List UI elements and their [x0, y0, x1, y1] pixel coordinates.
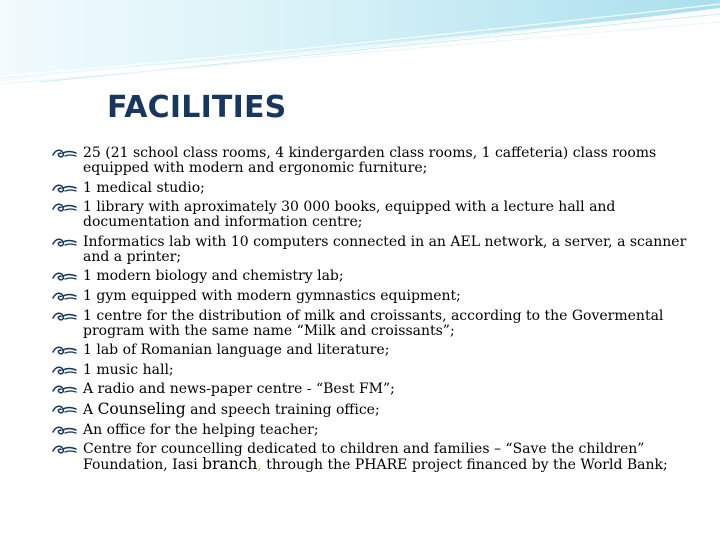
flourish-icon — [52, 365, 78, 377]
list-item-text: 1 centre for the distribution of milk and croissants, according to the Govermental program with the same name “Milk and croissants”; — [83, 307, 664, 339]
page-title: FACILITIES — [107, 90, 287, 125]
list-item — [52, 269, 712, 284]
flourish-icon — [52, 291, 78, 303]
list-item-text: Informatics lab with 10 computers connected in an AEL network, a server, a scanner and a printer; — [83, 233, 687, 265]
flourish-icon — [52, 444, 78, 456]
list-item — [52, 146, 712, 176]
highlighted-comma: , — [257, 457, 262, 474]
list-item — [52, 235, 712, 265]
list-item-text: An office for the helping teacher; — [83, 421, 319, 438]
flourish-icon — [52, 311, 78, 323]
flourish-icon — [52, 202, 78, 214]
flourish-icon — [52, 183, 78, 195]
list-item-text: 1 medical studio; — [83, 179, 205, 196]
list-item-text: 1 gym equipped with modern gymnastics equipment; — [83, 287, 461, 304]
flourish-icon — [52, 345, 78, 357]
flourish-icon — [52, 271, 78, 283]
list-item — [52, 200, 712, 230]
list-item — [52, 423, 712, 438]
emphasized-word: Counseling — [97, 399, 186, 418]
header-wave-decoration — [0, 0, 720, 90]
list-item — [52, 382, 712, 397]
list-item — [52, 289, 712, 304]
list-item-text: A radio and news-paper centre - “Best FM”; — [83, 381, 395, 398]
list-item-text: 1 modern biology and chemistry lab; — [83, 268, 344, 285]
list-item-text: and speech training office; — [185, 401, 380, 418]
list-item-text: through the PHARE project financed by the World Bank; — [261, 457, 668, 474]
list-item-text: 25 (21 school class rooms, 4 kindergarden class rooms, 1 caffeteria) class rooms equipped with modern and ergonomic furniture; — [83, 145, 657, 176]
flourish-icon — [52, 384, 78, 396]
list-item — [52, 363, 712, 378]
list-item — [52, 399, 712, 418]
list-item — [52, 309, 712, 339]
list-item-text: 1 library with aproximately 30 000 books, equipped with a lecture hall and documentation and information centre; — [83, 199, 616, 231]
list-item — [52, 181, 712, 196]
emphasized-word: branch — [202, 455, 258, 474]
list-item-text: Centre for councelling dedicated to children and families – “Save the children” Foundation, Iasi — [83, 441, 645, 474]
facilities-list — [52, 146, 712, 478]
flourish-icon — [52, 237, 78, 249]
list-item-text: 1 lab of Romanian language and literature; — [83, 342, 390, 359]
flourish-icon — [52, 148, 78, 160]
list-item — [52, 442, 712, 473]
list-item-text: 1 music hall; — [83, 361, 174, 378]
list-item — [52, 343, 712, 358]
list-item-text: A — [83, 401, 98, 418]
flourish-icon — [52, 404, 78, 416]
flourish-icon — [52, 425, 78, 437]
